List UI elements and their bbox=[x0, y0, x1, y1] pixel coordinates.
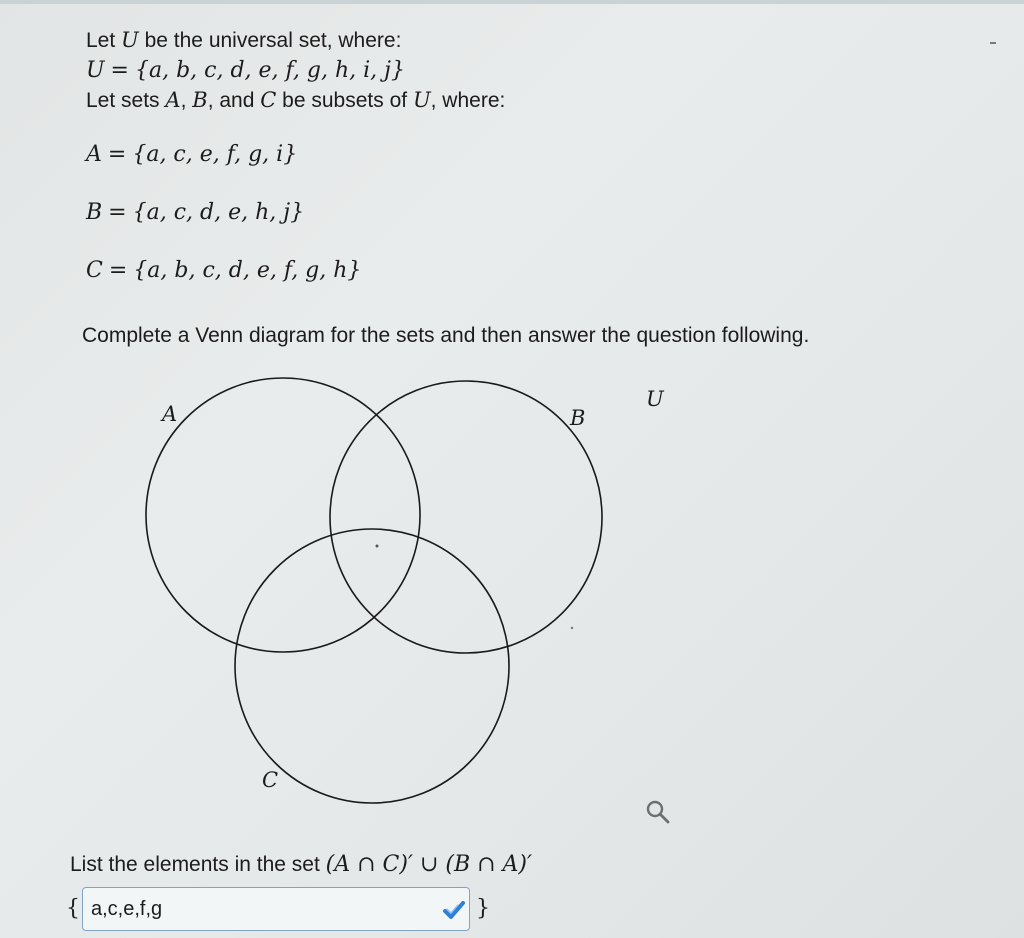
check-icon bbox=[442, 899, 466, 921]
set-b-elements: {a, c, d, e, h, j} bbox=[132, 200, 305, 225]
intro-text: Let bbox=[86, 29, 116, 52]
question-expression: (A ∩ C)′ ∪ (B ∩ A)′ bbox=[325, 852, 533, 877]
stray-dot bbox=[571, 627, 573, 629]
universal-set-name: U bbox=[86, 58, 105, 83]
var-a: A bbox=[165, 88, 181, 112]
intro-text: , where: bbox=[430, 89, 506, 112]
close-brace: } bbox=[476, 896, 490, 921]
instruction-text: Complete a Venn diagram for the sets and then answer the question following. bbox=[82, 324, 810, 347]
question-text bbox=[70, 852, 532, 877]
universal-set-definition: U = {a, b, c, d, e, f, g, h, i, j} bbox=[86, 58, 405, 83]
set-b-definition: B = {a, c, d, e, h, j} bbox=[86, 200, 305, 225]
intro-text: , and bbox=[207, 89, 255, 112]
set-a-elements: {a, c, e, f, g, i} bbox=[132, 142, 298, 167]
var-b: B bbox=[192, 88, 208, 112]
set-a-name: A bbox=[86, 142, 102, 167]
venn-label-b: B bbox=[570, 406, 586, 430]
circle-b[interactable] bbox=[330, 381, 602, 653]
intro-text: be subsets of bbox=[282, 89, 408, 112]
answer-row bbox=[66, 885, 506, 933]
answer-input[interactable] bbox=[82, 887, 470, 931]
set-c-elements: {a, b, c, d, e, f, g, h} bbox=[133, 258, 362, 283]
circle-a[interactable] bbox=[146, 378, 420, 652]
open-brace: { bbox=[66, 896, 80, 921]
intro-line-3: Let sets A, B, and C be subsets of U, where: bbox=[86, 88, 506, 112]
var-u: U bbox=[412, 88, 431, 112]
venn-label-u: U bbox=[646, 387, 664, 411]
set-c-definition: C = {a, b, c, d, e, f, g, h} bbox=[86, 258, 362, 283]
intro-text: Let sets bbox=[86, 89, 160, 112]
question-prefix: List the elements in the set bbox=[70, 853, 320, 876]
circle-c[interactable] bbox=[235, 529, 509, 803]
set-c-name: C bbox=[86, 258, 103, 283]
var-c: C bbox=[260, 88, 277, 112]
universal-set-elements: {a, b, c, d, e, f, g, h, i, j} bbox=[134, 58, 405, 83]
center-dot bbox=[376, 545, 379, 548]
set-b-name: B bbox=[86, 200, 103, 225]
venn-label-a: A bbox=[162, 402, 178, 426]
search-icon[interactable] bbox=[644, 798, 672, 826]
set-a-definition: A = {a, c, e, f, g, i} bbox=[86, 142, 298, 167]
var-u: U bbox=[121, 28, 139, 52]
intro-text: be the universal set, where: bbox=[144, 29, 402, 52]
venn-label-c: C bbox=[262, 768, 279, 792]
